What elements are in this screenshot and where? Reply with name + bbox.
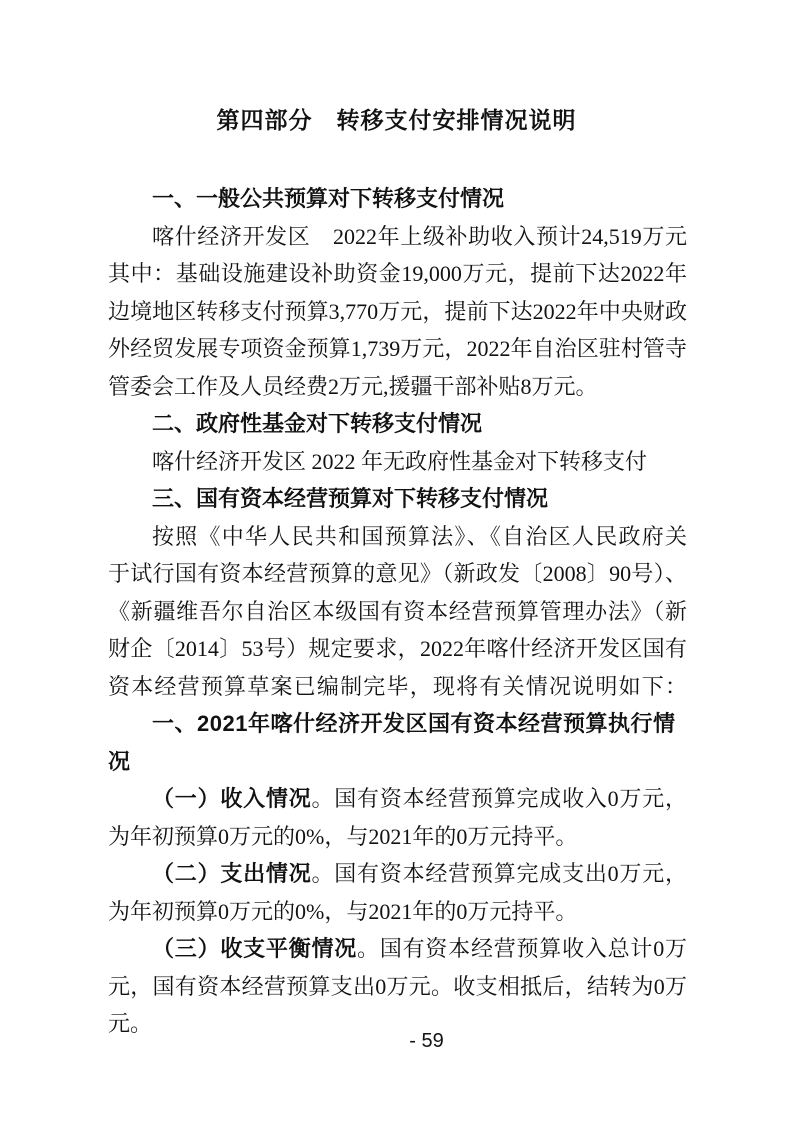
paragraph-income-status (108, 780, 687, 855)
paragraph-transfer-general (108, 218, 687, 406)
paragraph-line: 资本经营预算草案已编制完毕，现将有关情况说明如下： (108, 673, 687, 699)
paragraph-line: 按照《中华人民共和国预算法》、《自治区人民政府关 (152, 523, 687, 549)
paragraph-line: 为年初预算0万元的0%，与2021年的0万元持平。 (108, 898, 578, 924)
paragraph-line: 元，国有资本经营预算支出0万元。收支相抵后，结转为0万 (108, 973, 687, 999)
paragraph-line: 外经贸发展专项资金预算1,739万元，2022年自治区驻村管寺 (108, 336, 687, 361)
paragraph-lead: （一）收入情况 (152, 786, 312, 811)
paragraph-transfer-govfund (108, 443, 687, 481)
paragraph-lead: （三）收支平衡情况 (152, 936, 358, 961)
paragraph-line (108, 930, 687, 968)
paragraph-line: 其中：基础设施建设补助资金19,000万元，提前下达2022年 (108, 261, 687, 286)
paragraph-line: 管委会工作及人员经费2万元,援疆干部补贴8万元。 (108, 373, 598, 399)
paragraph-line: 元。 (108, 1011, 153, 1036)
subsection-heading-execution-2021: 一、2021年喀什经济开发区国有资本经营预算执行情况 (108, 711, 676, 774)
document-title: 第四部分 转移支付安排情况说明 (216, 107, 577, 133)
paragraph-lead: （二）支出情况 (152, 861, 312, 886)
paragraph-soe-budget-basis (108, 518, 687, 706)
document-body (108, 180, 687, 1043)
paragraph-line: 喀什经济开发区 2022 年无政府性基金对下转移支付 (152, 448, 648, 474)
paragraph-text: 。国有资本经营预算完成收入0万元， (311, 786, 687, 811)
section-heading-3: 三、国有资本经营预算对下转移支付情况 (152, 486, 549, 511)
paragraph-line: 喀什经济开发区 2022年上级补助收入预计24,519万元 (152, 223, 687, 249)
paragraph-line (108, 855, 687, 893)
paragraph-line: 边境地区转移支付预算3,770万元，提前下达2022年中央财政 (108, 298, 687, 324)
section-heading-2: 二、政府性基金对下转移支付情况 (152, 411, 483, 436)
paragraph-text: 。国有资本经营预算完成支出0万元， (311, 861, 687, 886)
paragraph-line: 财企〔2014〕53号）规定要求，2022年喀什经济开发区国有 (108, 636, 687, 661)
paragraph-line: 于试行国有资本经营预算的意见》（新政发〔2008〕90号）、 (108, 561, 687, 586)
page-number: - 59 (409, 1030, 444, 1052)
paragraph-line: 为年初预算0万元的0%，与2021年的0万元持平。 (108, 823, 578, 849)
paragraph-expenditure-status (108, 855, 687, 930)
section-heading-1: 一、一般公共预算对下转移支付情况 (152, 186, 505, 211)
paragraph-text: 。国有资本经营预算收入总计0万 (357, 936, 687, 961)
paragraph-line (108, 780, 687, 818)
paragraph-line: 《新疆维吾尔自治区本级国有资本经营预算管理办法》（新 (108, 598, 687, 624)
